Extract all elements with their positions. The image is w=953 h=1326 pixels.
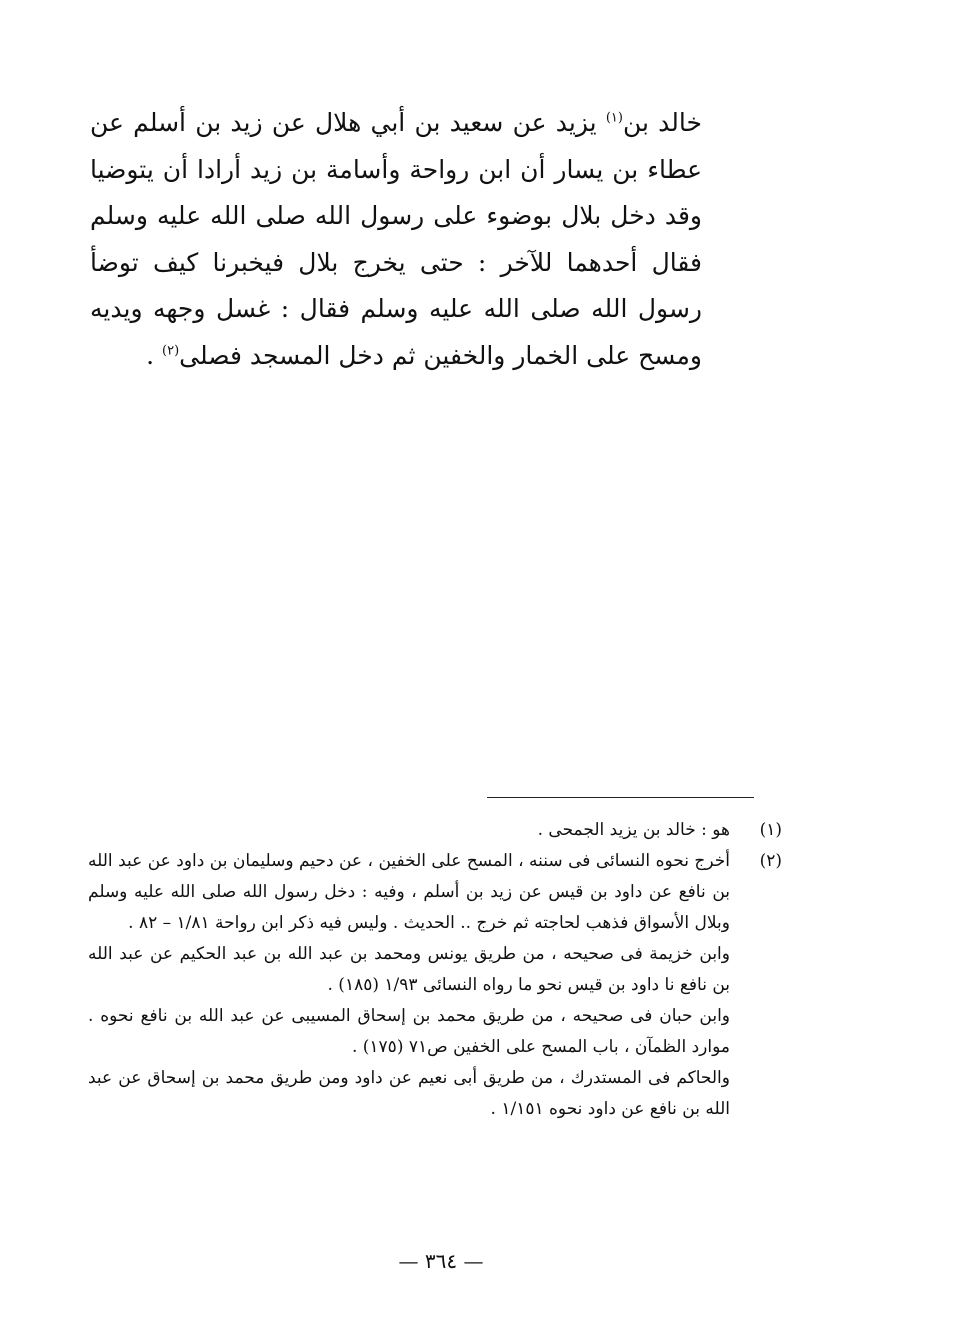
footnotes xyxy=(88,815,782,1125)
footnote-paragraph: والحاكم فى المستدرك ، من طريق أبى نعيم عن داود ومن طريق محمد بن إسحاق عن عبد الله بن نافع عن داود نحوه ١/١٥١ . xyxy=(88,1068,730,1119)
footnote-number: (١) xyxy=(759,820,782,840)
footnote-ref-2: (٢) xyxy=(162,343,180,359)
main-text xyxy=(90,100,702,379)
main-text-part1: خالد بن xyxy=(622,108,702,137)
footnote-ref-1: (١) xyxy=(605,110,623,126)
main-text-part3: . xyxy=(146,340,163,370)
footnote-2 xyxy=(88,846,782,1125)
footnote-paragraph: وابن خزيمة فى صحيحه ، من طريق يونس ومحمد بن عبد الله بن عبد الحكيم عن عبد الله بن نافع نا داود بن قيس نحو ما رواه النسائى ١/٩٣ (١٨٥) . xyxy=(88,944,730,995)
footnote-paragraph: أخرج نحوه النسائى فى سننه ، المسح على الخفين ، عن دحيم وسليمان بن داود عن عبد الله بن نافع عن داود بن قيس عن زيد بن أسلم ، وفيه : دخل رسول الله صلى الله عليه وسلم وبلال الأسواق فذهب لحاجته ثم خرج .. الحديث . وليس فيه ذكر ابن رواحة ١/٨١ – ٨٢ . xyxy=(88,851,730,933)
footnote-paragraph: هو : خالد بن يزيد الجمحى . xyxy=(537,820,730,840)
main-paragraph xyxy=(90,100,702,379)
footnote-separator xyxy=(487,797,754,798)
footnote-number: (٢) xyxy=(759,851,782,871)
footnote-body xyxy=(88,846,730,1125)
page-number: — ٣٦٤ — xyxy=(398,1249,484,1273)
footnote-1 xyxy=(88,815,782,846)
main-text-part2: يزيد عن سعيد بن أبي هلال عن زيد بن أسلم عن عطاء بن يسار أن ابن رواحة وأسامة بن زيد أرادا أن يتوضيا وقد دخل بلال بوضوء على رسول الله صلى الله عليه وسلم فقال أحدهما للآخر : حتى يخرج بلال فيخبرنا كيف توضأ رسول الله صلى الله عليه وسلم فقال : غسل وجهه ويديه ومسح على الخمار والخفين ثم دخل المسجد فصلى xyxy=(90,108,702,370)
footnote-paragraph: وابن حبان فى صحيحه ، من طريق محمد بن إسحاق المسيبى عن عبد الله بن نافع نحوه . موارد الظمآن ، باب المسح على الخفين ص٧١ (١٧٥) . xyxy=(88,1006,730,1057)
footnote-body xyxy=(88,815,730,846)
